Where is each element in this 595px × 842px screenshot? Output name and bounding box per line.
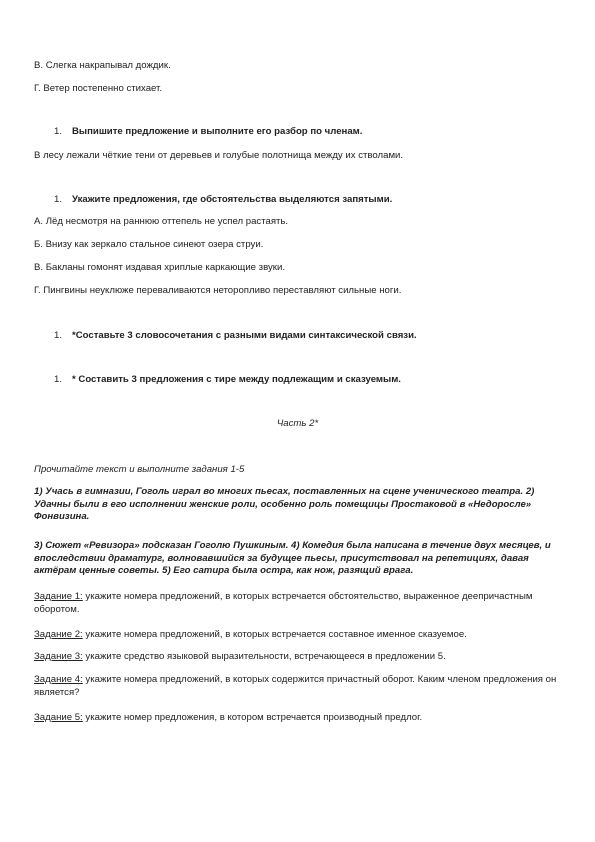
task-parse-sentence <box>54 126 362 138</box>
part2-task-4 <box>34 674 564 699</box>
option-v-rain: В. Слегка накрапывал дождик. <box>34 60 171 71</box>
task-text: укажите номер предложения, в котором встречается производный предлог. <box>82 712 423 723</box>
task-number: 1. <box>54 126 63 137</box>
text-paragraph-2: 3) Сюжет «Ревизора» подсказан Гоголю Пушкиным. 4) Комедия была написана в течение двух месяцев, и впоследствии драматург, волновавшийся за будущее пьесы, присутствовал на репетициях, давая актёрам ценные советы. 5) Его сатира была остра, как нож, разящий врага. <box>34 540 551 576</box>
part2-task-1 <box>34 591 564 616</box>
task-text: укажите средство языковой выразительности, встречающееся в предложении 5. <box>82 651 446 662</box>
task-text: *Составьте 3 словосочетания с разными видами синтаксической связи. <box>72 330 417 341</box>
task-text: * Составить 3 предложения с тире между подлежащим и сказуемым. <box>72 374 401 385</box>
task-label: Задание 3: <box>34 651 83 662</box>
task-number: 1. <box>54 194 63 205</box>
task-label: Задание 4: <box>34 674 83 685</box>
option-b: Б. Внизу как зеркало стальное синеют озера струи. <box>34 239 264 250</box>
part2-task-3 <box>34 651 564 664</box>
option-g-wind: Г. Ветер постепенно стихает. <box>34 83 163 94</box>
option-v: В. Бакланы гомонят издавая хриплые каркающие звуки. <box>34 262 285 273</box>
task-text: укажите номера предложений, в которых встречается обстоятельство, выраженное деепричастным оборотом. <box>34 591 533 615</box>
part2-task-5 <box>34 712 564 725</box>
option-g: Г. Пингвины неуклюже переваливаются неторопливо переставляют сильные ноги. <box>34 285 402 296</box>
task-label: Задание 1: <box>34 591 83 602</box>
task-dash <box>54 374 401 386</box>
parse-sentence: В лесу лежали чёткие тени от деревьев и голубые полотнища между их стволами. <box>34 150 404 161</box>
task-number: 1. <box>54 374 63 385</box>
task-number: 1. <box>54 330 63 341</box>
task-label: Задание 5: <box>34 712 83 723</box>
task-phrases <box>54 330 417 342</box>
text-paragraph-1: 1) Учась в гимназии, Гоголь играл во многих пьесах, поставленных на сцене ученического театра. 2) Удачны были в его исполнении женские роли, особенно роль помещицы Простаковой в «Недоросле» Фонвизина. <box>34 486 535 522</box>
part2-task-2 <box>34 629 564 642</box>
task-text: укажите номера предложений, в которых содержится причастный оборот. Каким членом предложения он является? <box>34 674 557 698</box>
option-a: А. Лёд несмотря на раннюю оттепель не успел растаять. <box>34 216 289 227</box>
task-label: Задание 2: <box>34 629 83 640</box>
task-text: укажите номера предложений, в которых встречается составное именное сказуемое. <box>82 629 467 640</box>
task-text: Выпишите предложение и выполните его разбор по членам. <box>72 126 363 137</box>
part2-intro: Прочитайте текст и выполните задания 1-5 <box>34 464 245 475</box>
task-text: Укажите предложения, где обстоятельства выделяются запятыми. <box>72 194 393 205</box>
task-adverbials <box>54 194 392 206</box>
part2-heading: Часть 2* <box>276 418 319 429</box>
